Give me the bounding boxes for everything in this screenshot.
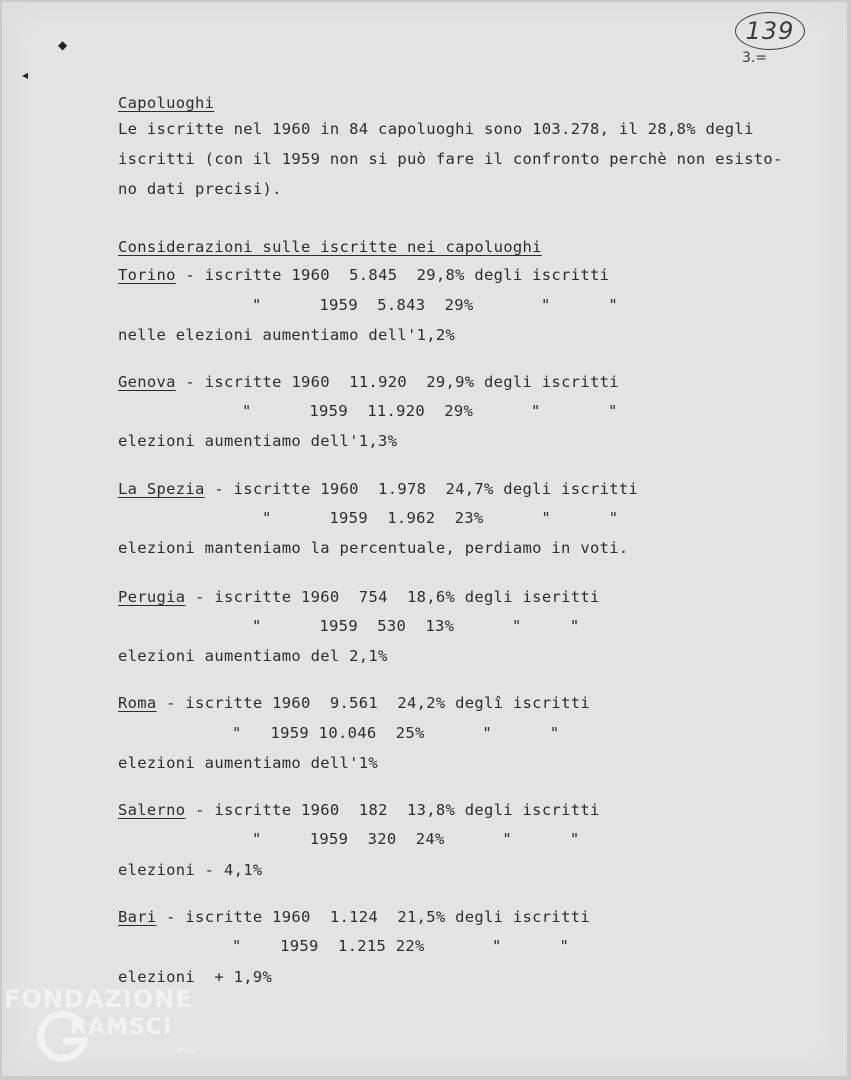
city-line-1	[118, 266, 609, 284]
city-name: Perugia	[118, 588, 186, 606]
city-line-2: " 1959 1.215 22% " "	[232, 937, 570, 955]
city-name: Bari	[118, 908, 157, 926]
city-line-2: " 1959 1.962 23% " "	[262, 509, 619, 527]
watermark-line-1: FONDAZIONE	[4, 985, 193, 1013]
city-elections: nelle elezioni aumentiamo dell'1,2%	[118, 326, 456, 344]
heading-considerazioni: Considerazioni sulle iscritte nei capoluoghi	[118, 238, 542, 256]
city-stats-1960: - iscritte 1960 9.561 24,2% deglî iscritti	[156, 694, 590, 712]
city-line-1	[118, 908, 590, 926]
heading-capoluoghi: Capoluoghi	[118, 94, 215, 112]
city-stats-1960: - iscritte 1960 11.920 29,9% degli iscritti	[175, 373, 619, 391]
watermark-line-3: onlus	[176, 1046, 198, 1055]
city-elections: elezioni aumentiamo dell'1,3%	[118, 432, 398, 450]
city-line-1	[118, 480, 638, 498]
city-name: Torino	[118, 266, 176, 284]
city-elections: elezioni + 1,9%	[118, 968, 273, 986]
watermark-logo	[4, 985, 198, 1055]
city-name: Salerno	[118, 801, 186, 819]
city-line-2: " 1959 530 13% " "	[252, 617, 580, 635]
city-line-1	[118, 801, 600, 819]
city-line-2: " 1959 5.843 29% " "	[252, 296, 619, 314]
city-name: La Spezia	[118, 480, 205, 498]
city-elections: elezioni aumentiamo dell'1%	[118, 754, 379, 772]
city-stats-1960: - iscritte 1960 5.845 29,8% degli iscritti	[175, 266, 610, 284]
city-stats-1960: - iscritte 1960 754 18,6% degli iseritti	[185, 588, 600, 606]
watermark-line-2: RAMSCI	[70, 1015, 173, 1040]
city-stats-1960: - iscritte 1960 1.978 24,7% degli iscritti	[204, 480, 639, 498]
city-elections: elezioni aumentiamo del 2,1%	[118, 647, 388, 665]
intro-line: iscritti (con il 1959 non si può fare il confronto perchè non esisto-	[118, 150, 783, 168]
margin-mark: ◂	[22, 68, 29, 82]
page-sub-mark: 3.=	[742, 50, 768, 66]
city-line-1	[118, 694, 590, 712]
city-elections: elezioni manteniamo la percentuale, perdiamo in voti.	[118, 539, 629, 557]
city-line-1	[118, 588, 600, 606]
document-page	[2, 2, 847, 1076]
page-number-circled: 139	[735, 12, 805, 50]
city-line-1	[118, 373, 619, 391]
city-name: Genova	[118, 373, 176, 391]
intro-line: no dati precisi).	[118, 180, 282, 198]
city-line-2: " 1959 11.920 29% " "	[242, 402, 618, 420]
city-elections: elezioni - 4,1%	[118, 861, 263, 879]
margin-mark: ◆	[58, 38, 68, 52]
city-stats-1960: - iscritte 1960 182 13,8% degli iscritti	[185, 801, 600, 819]
intro-line: Le iscritte nel 1960 in 84 capoluoghi sono 103.278, il 28,8% degli	[118, 120, 754, 138]
city-line-2: " 1959 320 24% " "	[252, 830, 580, 848]
city-name: Roma	[118, 694, 157, 712]
city-line-2: " 1959 10.046 25% " "	[232, 724, 560, 742]
city-stats-1960: - iscritte 1960 1.124 21,5% degli iscritti	[156, 908, 590, 926]
